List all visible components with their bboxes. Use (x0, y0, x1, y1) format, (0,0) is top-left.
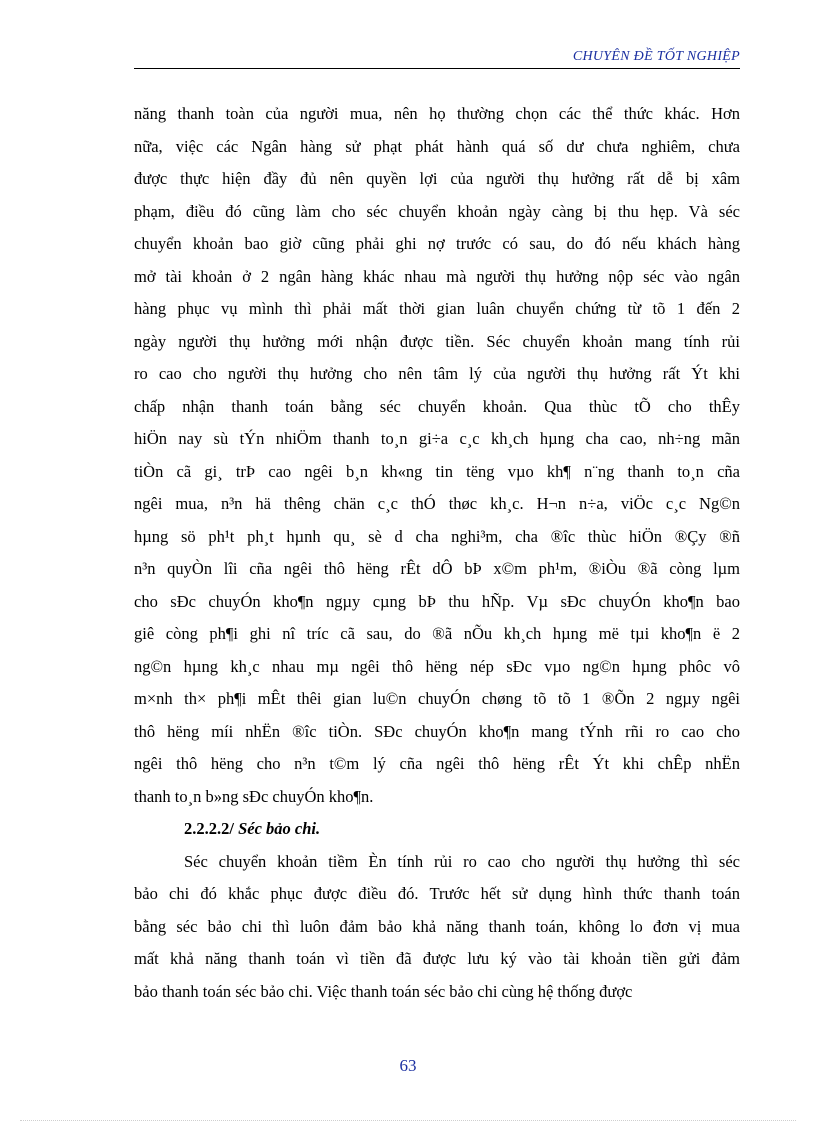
section-number: 2.2.2.2/ (184, 819, 234, 838)
paragraph-1 (134, 98, 740, 813)
section-title: Séc bảo chi. (238, 819, 321, 838)
text-line: phạm, điều đó cũng làm cho séc chuyển khoản ngày càng bị thu hẹp. Và séc (134, 201, 740, 221)
page-number: 63 (399, 1056, 417, 1075)
text-line: Séc chuyển khoản tiềm Èn tính rủi ro cao cho người thụ hưởng thì séc (184, 851, 740, 871)
text-line: được thực hiện đầy đủ nên quyền lợi của người thụ hưởng rất dễ bị xâm (134, 169, 740, 188)
text-line: chấp nhận thanh toán bằng séc chuyển khoản. Qua thùc tÕ cho thÊy (134, 396, 740, 416)
text-line: ngêi mua, n³n hä thêng chän c¸c thÓ thøc kh¸c. H¬n n÷a, viÖc c¸c Ng©n (134, 494, 740, 513)
document-body (134, 98, 740, 1008)
text-line: ngêi thô hëng cho n³n t©m lý cña ngêi thô hëng rÊt Ýt khi chÊp nhËn (134, 754, 740, 773)
text-line: mất khả năng thanh toán vì tiền đã được lưu ký vào tài khoản tiền gửi đảm (134, 949, 740, 968)
header-title: CHUYÊN ĐỀ TỐT NGHIỆP (572, 49, 740, 64)
text-line: bảo thanh toán séc bảo chi. Việc thanh toán séc bảo chi cùng hệ thống được (134, 981, 633, 1001)
text-line: cho sÐc chuyÓn kho¶n ngµy cµng bÞ thu hÑp. Vµ sÐc chuyÓn kho¶n bao (134, 591, 740, 611)
text-line: năng thanh toàn của người mua, nên họ thường chọn các thể thức khác. Hơn (134, 104, 740, 123)
text-line: giê còng ph¶i ghi nî tríc cã sau, do ®ã nÕu kh¸ch hµng më tµi kho¶n ë 2 (134, 624, 740, 643)
text-line: tiÒn cã gi¸ trÞ cao ngêi b¸n kh«ng tin tëng vµo kh¶ n¨ng thanh to¸n cña (134, 461, 740, 481)
footer-divider (20, 1120, 796, 1121)
text-line: nữa, việc các Ngân hàng sử phạt phát hành quá số dư chưa nghiêm, chưa (134, 136, 740, 156)
text-line: chuyển khoản bao giờ cũng phải ghi nợ trước có sau, do đó nếu khách hàng (134, 234, 740, 253)
text-line: m×nh th× ph¶i mÊt thêi gian lu©n chuyÓn chøng tõ tõ 1 ®Õn 2 ngµy ngêi (134, 689, 740, 708)
page-header (134, 46, 740, 69)
paragraph-2 (134, 846, 740, 1009)
text-line: thanh to¸n b»ng sÐc chuyÓn kho¶n. (134, 786, 374, 806)
text-line: hµng sö ph¹t ph¸t hµnh qu¸ sè d cha nghi³m, cha ®îc thùc hiÖn ®Çy ®ñ (134, 526, 740, 546)
text-line: mở tài khoản ở 2 ngân hàng khác nhau mà người thụ hưởng nộp séc vào ngân (134, 266, 740, 286)
text-line: ro cao cho người thụ hưởng cho nên tâm lý của người thụ hưởng rất Ýt khi (134, 364, 740, 383)
text-line: hàng phục vụ mình thì phải mất thời gian luân chuyển chứng từ tõ 1 đến 2 (134, 299, 740, 318)
section-heading (134, 813, 740, 846)
text-line: ngày người thụ hưởng mới nhận được tiền. Séc chuyển khoản mang tính rủi (134, 331, 740, 351)
text-line: bảo chi đó khắc phục được điều đó. Trước hết sử dụng hình thức thanh toán (134, 884, 740, 903)
text-line: thô hëng míi nhËn ®îc tiÒn. SÐc chuyÓn kho¶n mang tÝnh rñi ro cao cho (134, 721, 740, 741)
text-line: ng©n hµng kh¸c nhau mµ ngêi thô hëng nép sÐc vµo ng©n hµng phôc vô (134, 656, 740, 676)
text-line: n³n quyÒn lîi cña ngêi thô hëng rÊt dÔ bÞ x©m ph¹m, ®iÒu ®ã còng lµm (134, 559, 740, 578)
text-line: hiÖn nay sù tÝn nhiÖm thanh to¸n gi÷a c¸c kh¸ch hµng cha cao, nh÷ng mãn (134, 429, 740, 448)
text-line: bằng séc bảo chi thì luôn đảm bảo khả năng thanh toán, không lo đơn vị mua (134, 916, 740, 936)
